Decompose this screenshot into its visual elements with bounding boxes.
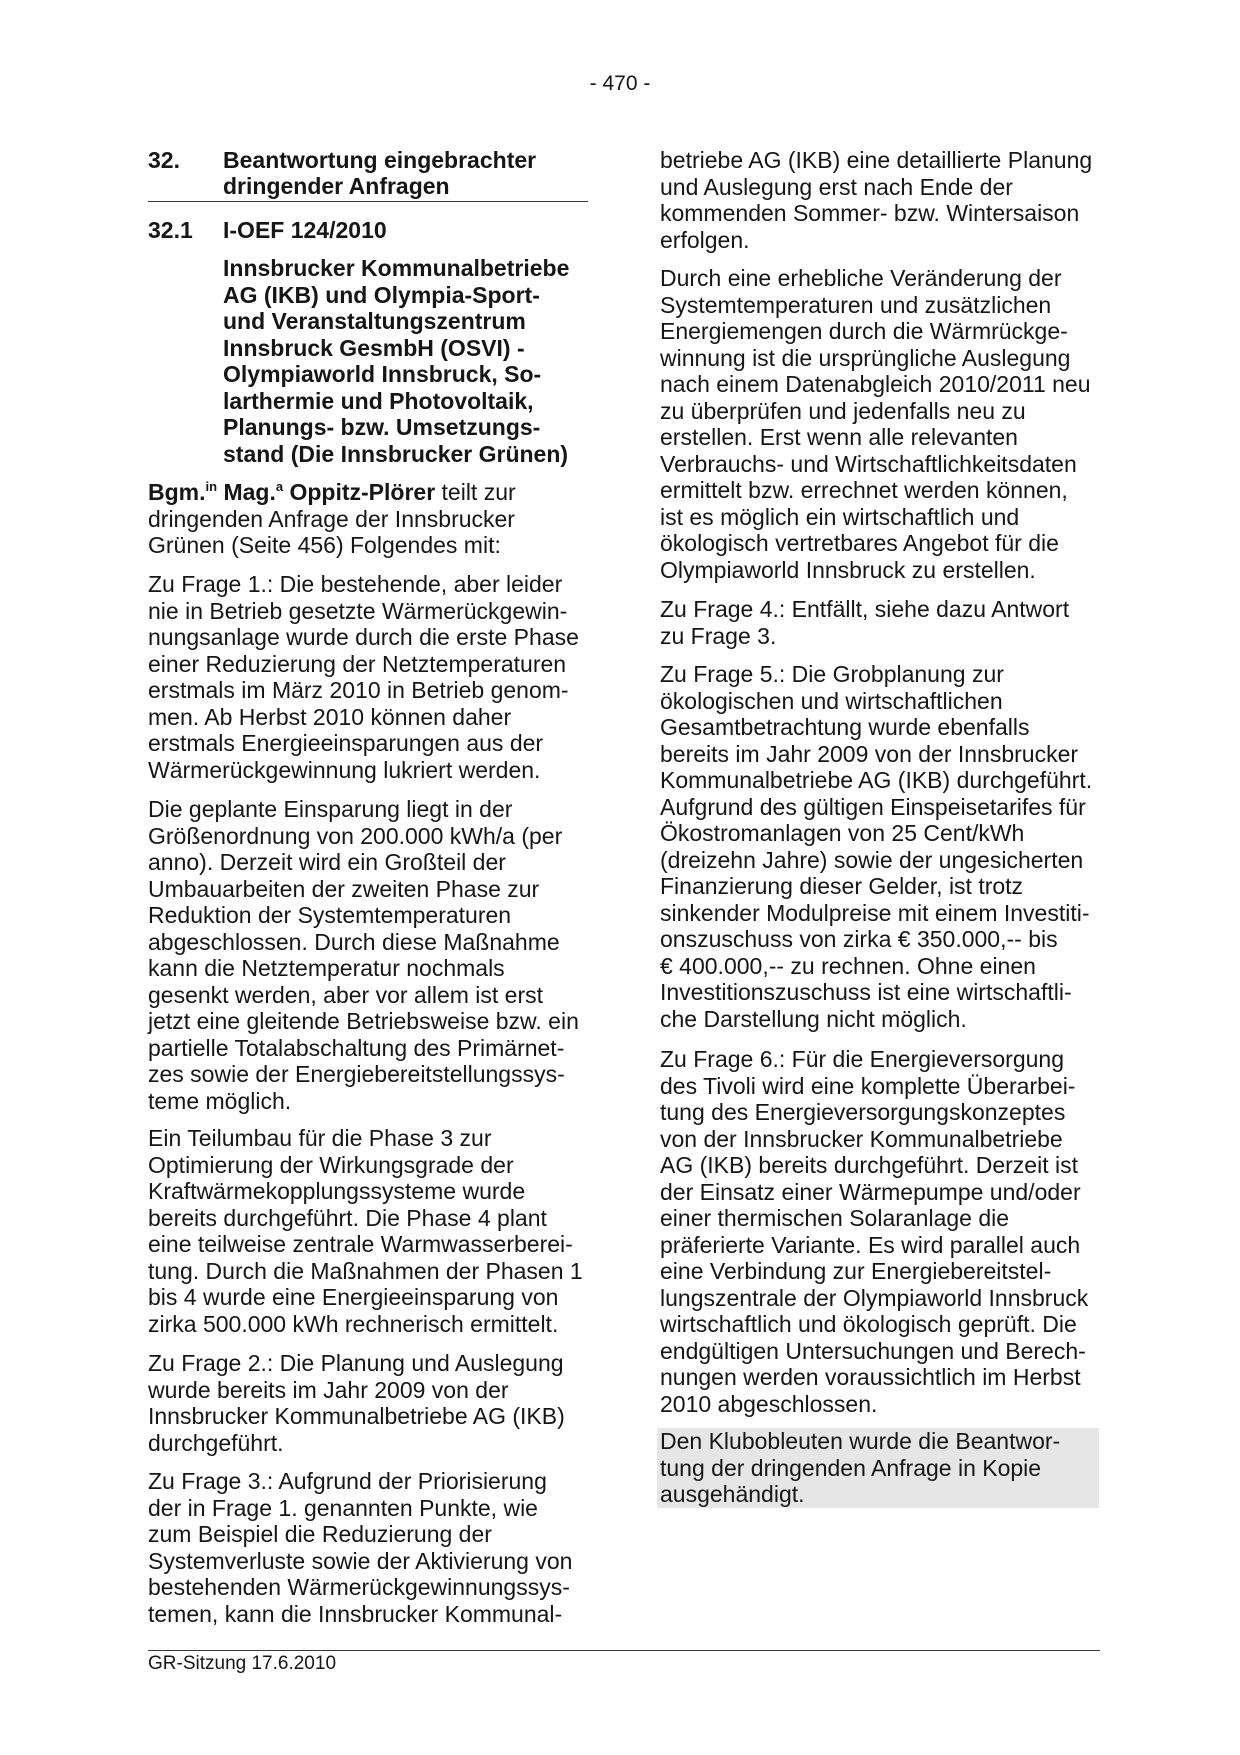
- section-title: Beantwortung eingebrachter dringender Anfragen: [223, 147, 537, 199]
- section-title-underline: [148, 201, 588, 202]
- section-number: 32.: [148, 147, 180, 173]
- subsection-reference: I-OEF 124/2010: [223, 217, 387, 243]
- closing-note-box: [657, 1428, 1099, 1508]
- partial-conversion-paragraph: Ein Teilumbau für die Phase 3 zur Optimierung der Wirkungsgrade der Kraftwärmekopplungssysteme wurde bereits durchgeführt. Die Phase 4 plant eine teilweise zentrale Warmwasserberei- tung. Durch die Maßnahmen der Phasen 1 bis 4 wurde eine Energieeinsparung von zirka 500.000 kWh rechnerisch ermittelt.: [148, 1125, 583, 1337]
- footer-session-date: GR-Sitzung 17.6.2010: [148, 1653, 337, 1674]
- answer-question-3-continuation: betriebe AG (IKB) eine detaillierte Planung und Auslegung erst nach Ende der kommenden Sommer- bzw. Wintersaison erfolgen.: [660, 147, 1093, 253]
- system-temperature-paragraph: Durch eine erhebliche Veränderung der Systemtemperaturen und zusätzlichen Energiemengen durch die Wärmrückge- winnung ist die ursprüngliche Auslegung nach einem Datenabgleich 2010/2011 neu zu überprüfen und jedenfalls neu zu erstellen. Erst wenn alle relevanten Verbrauchs- und Wirtschaftlichkeitsdaten ermittelt bzw. errechnet werden können, ist es möglich ein wirtschaftlich und ökologisch vertretbares Angebot für die Olympiaworld Innsbruck zu erstellen.: [660, 265, 1091, 583]
- footer-rule: [148, 1650, 1100, 1651]
- planned-savings-paragraph: Die geplante Einsparung liegt in der Größenordnung von 200.000 kWh/a (per anno). Derzeit wird ein Großteil der Umbauarbeiten der zweiten Phase zur Reduktion der Systemtemperaturen abgeschlossen. Durch diese Maßnahme kann die Netztemperatur nochmals gesenkt werden, aber vor allem ist erst jetzt eine gleitende Betriebsweise bzw. ein partielle Totalabschaltung des Primärnet- zes sowie der Energiebereitstellungssys- teme möglich.: [148, 796, 579, 1114]
- intro-text: teilt zur dringenden Anfrage der Innsbrucker Grünen (Seite 456) Folgendes mit:: [148, 479, 516, 558]
- answer-question-1-paragraph: Zu Frage 1.: Die bestehende, aber leider nie in Betrieb gesetzte Wärmerückgewin- nungsanlage wurde durch die erste Phase einer Reduzierung der Netztemperaturen erstmals im März 2010 in Betrieb genom- men. Ab Herbst 2010 können daher erstmals Energieeinsparungen aus der Wärmerückgewinnung lukriert werden.: [148, 571, 579, 783]
- subsection-subject: Innsbrucker Kommunalbetriebe AG (IKB) und Olympia-Sport- und Veranstaltungszentrum Innsbruck GesmbH (OSVI) - Olympiaworld Innsbruck, So- larthermie und Photovoltaik, Planungs- bzw. Umsetzungs- stand (Die Innsbrucker Grünen): [223, 255, 570, 467]
- speaker-title-mayor: Bgm.: [148, 479, 206, 505]
- closing-note-text: Den Klubobleuten wurde die Beantwor- tung der dringenden Anfrage in Kopie ausgehändigt.: [660, 1428, 1061, 1507]
- speaker-title-magister-suffix: a: [275, 479, 284, 494]
- subsection-number: 32.1: [148, 217, 193, 243]
- intro-paragraph: [148, 479, 516, 559]
- answer-question-3-paragraph: Zu Frage 3.: Aufgrund der Priorisierung der in Frage 1. genannten Punkte, wie zum Beispiel die Reduzierung der Systemverluste sowie der Aktivierung von bestehenden Wärmerückgewinnungssys- temen, kann die Innsbrucker Kommunal-: [148, 1468, 573, 1627]
- speaker-title-magister: Mag.: [217, 479, 276, 505]
- speaker-name: Oppitz-Plörer: [283, 479, 436, 505]
- answer-question-5-paragraph: Zu Frage 5.: Die Grobplanung zur ökologischen und wirtschaftlichen Gesamtbetrachtung wurde ebenfalls bereits im Jahr 2009 von der Innsbrucker Kommunalbetriebe AG (IKB) durchgeführt. Aufgrund des gültigen Einspeisetarifes für Ökostromanlagen von 25 Cent/kWh (dreizehn Jahre) sowie der ungesicherten Finanzierung dieser Gelder, ist trotz sinkender Modulpreise mit einem Investiti- onszuschuss von zirka € 350.000,-- bis € 400.000,-- zu rechnen. Ohne einen Investitionszuschuss ist eine wirtschaftli- che Darstellung nicht möglich.: [660, 661, 1093, 1032]
- answer-question-2-paragraph: Zu Frage 2.: Die Planung und Auslegung wurde bereits im Jahr 2009 von der Innsbrucker Kommunalbetriebe AG (IKB) durchgeführt.: [148, 1350, 565, 1456]
- answer-question-6-paragraph: Zu Frage 6.: Für die Energieversorgung des Tivoli wird eine komplette Überarbei- tung des Energieversorgungskonzeptes von der Innsbrucker Kommunalbetriebe AG (IKB) bereits durchgeführt. Derzeit ist der Einsatz einer Wärmepumpe und/oder einer thermischen Solaranlage die präferierte Variante. Es wird parallel auch eine Verbindung zur Energiebereitstel- lungszentrale der Olympiaworld Innsbruck wirtschaftlich und ökologisch geprüft. Die endgültigen Untersuchungen und Berech- nungen werden voraussichtlich im Herbst 2010 abgeschlossen.: [660, 1046, 1089, 1417]
- speaker-title-mayor-suffix: in: [205, 479, 218, 494]
- answer-question-4-paragraph: Zu Frage 4.: Entfällt, siehe dazu Antwort zu Frage 3.: [660, 596, 1070, 649]
- page-number: - 470 -: [589, 72, 651, 95]
